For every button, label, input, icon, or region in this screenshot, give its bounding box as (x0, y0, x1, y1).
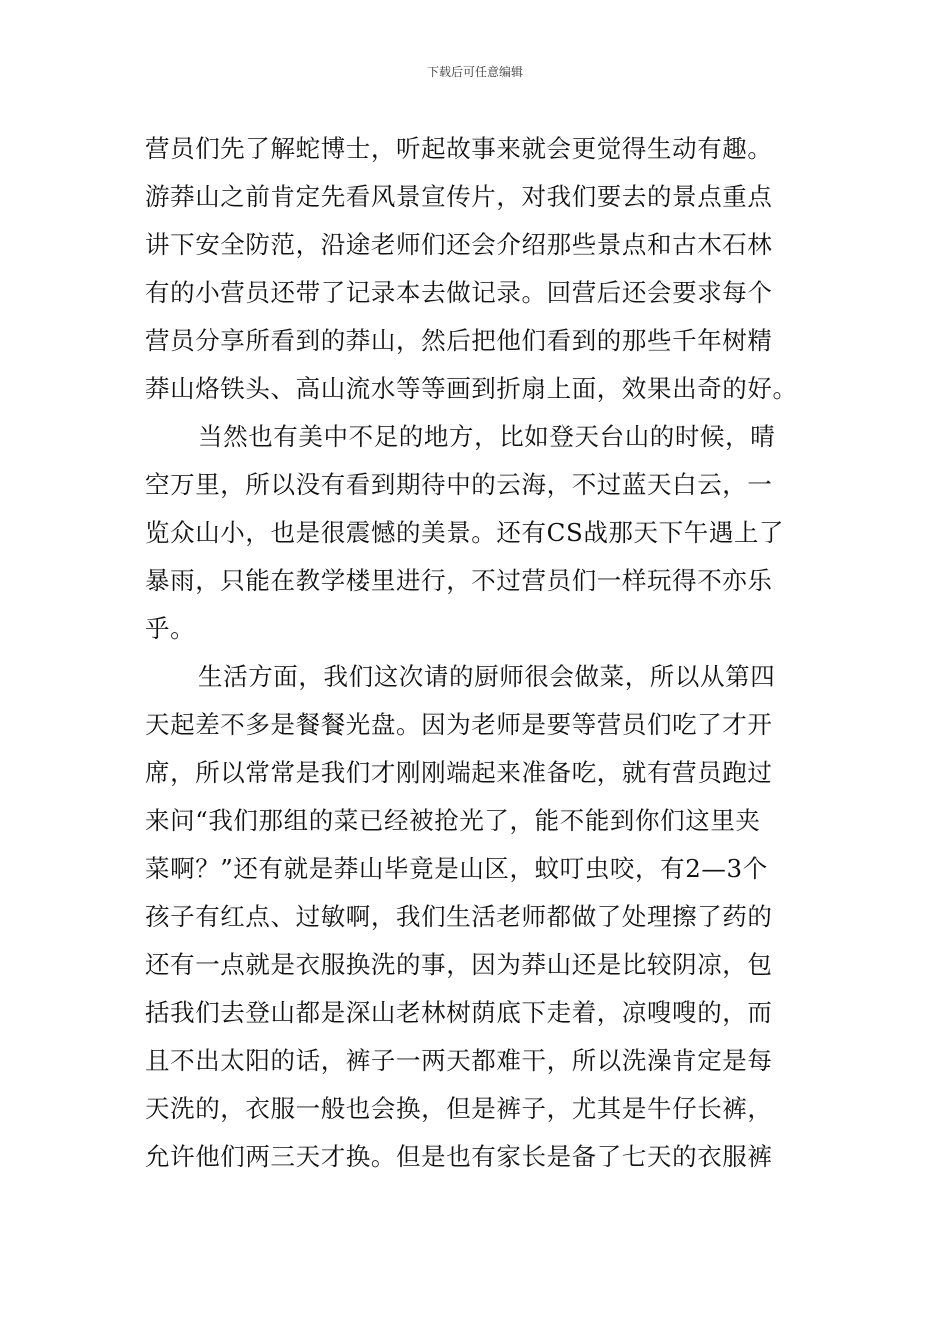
text-line: 讲下安全防范，沿途老师们还会介绍那些景点和古木石林 (145, 230, 773, 259)
text-line: 营员们先了解蛇博士，听起故事来就会更觉得生动有趣。 (145, 134, 773, 163)
paragraph-start-line: 当然也有美中不足的地方，比如登天台山的时候，晴 (198, 422, 776, 451)
page-header: 下载后可任意编辑 (426, 65, 523, 79)
text-line: 暴雨，只能在教学楼里进行，不过营员们一样玩得不亦乐 (145, 566, 773, 595)
text-line: 且不出太阳的话，裤子一两天都难干，所以洗澡肯定是每 (145, 1046, 773, 1075)
text-line: 营员分享所看到的莽山，然后把他们看到的那些千年树精 (145, 326, 773, 355)
text-line: 还有一点就是衣服换洗的事，因为莽山还是比较阴凉，包 (145, 950, 773, 979)
text-line: 天洗的，衣服一般也会换，但是裤子，尤其是牛仔长裤， (145, 1094, 773, 1123)
text-line: 莽山烙铁头、高山流水等等画到折扇上面，效果出奇的好。 (145, 374, 798, 403)
text-line: 来问“我们那组的菜已经被抢光了，能不能到你们这里夹 (145, 806, 761, 835)
text-line: 席，所以常常是我们才刚刚端起来准备吃，就有营员跑过 (145, 758, 773, 787)
paragraph-start-line: 生活方面，我们这次请的厨师很会做菜，所以从第四 (198, 662, 776, 691)
text-line: 空万里，所以没有看到期待中的云海，不过蓝天白云，一 (145, 470, 773, 499)
text-line: 菜啊？”还有就是莽山毕竟是山区，蚊叮虫咬，有2—3个 (145, 854, 768, 883)
text-line: 括我们去登山都是深山老林树荫底下走着，凉嗖嗖的，而 (145, 998, 773, 1027)
document-body (145, 125, 810, 1181)
text-line: 允许他们两三天才换。但是也有家长是备了七天的衣服裤 (145, 1142, 773, 1171)
text-line: 天起差不多是餐餐光盘。因为老师是要等营员们吃了才开 (145, 710, 773, 739)
text-line: 游莽山之前肯定先看风景宣传片，对我们要去的景点重点 (145, 182, 773, 211)
text-line: 乎。 (145, 614, 196, 643)
text-line: 孩子有红点、过敏啊，我们生活老师都做了处理擦了药的 (145, 902, 773, 931)
text-line: 有的小营员还带了记录本去做记录。回营后还会要求每个 (145, 278, 773, 307)
text-line: 览众山小，也是很震憾的美景。还有CS战那天下午遇上了 (145, 518, 785, 547)
